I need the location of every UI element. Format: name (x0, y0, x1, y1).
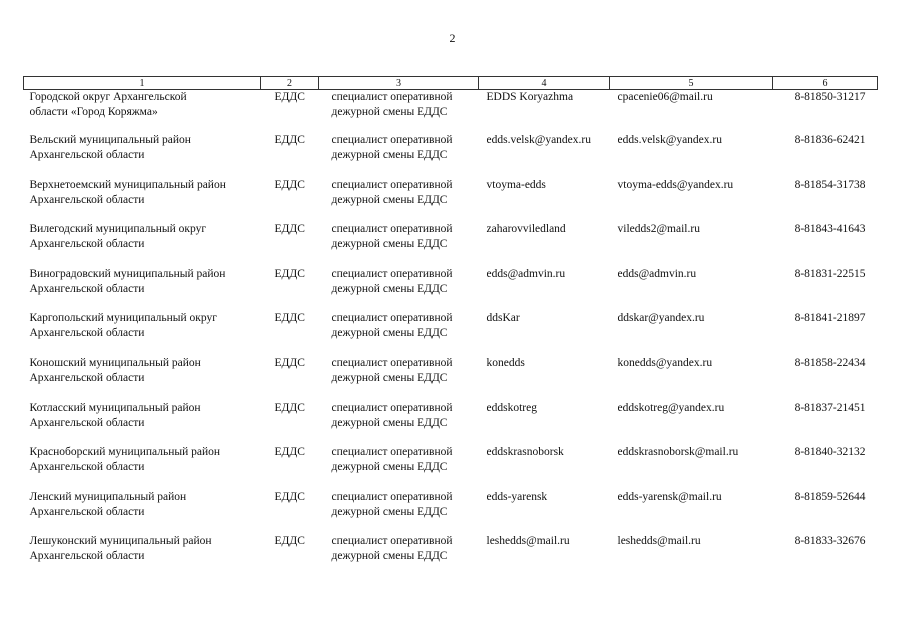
position-cell-text: специалист оперативной (331, 490, 453, 503)
login-cell (479, 267, 610, 312)
table-row (24, 311, 878, 356)
position-cell (319, 90, 479, 134)
service-type-cell (261, 222, 319, 267)
service-type-cell-text: ЕДДС (274, 267, 305, 280)
service-type-cell-text: ЕДДС (274, 178, 305, 191)
service-type-cell-text: ЕДДС (274, 356, 305, 369)
organization-cell-text: Архангельской области (29, 327, 145, 340)
login-cell (479, 401, 610, 446)
position-cell-text: дежурной смены ЕДДС (331, 149, 448, 161)
organization-cell-text: Лешуконский муниципальный район (29, 535, 212, 548)
position-cell-text: специалист оперативной (331, 446, 453, 459)
position-cell (319, 311, 479, 356)
column-number-3: 3 (319, 77, 479, 90)
organization-cell-text: Городской округ Архангельской (29, 91, 187, 103)
email-cell (610, 90, 773, 134)
phone-cell (773, 267, 878, 312)
position-cell (319, 133, 479, 178)
organization-cell-text: Виноградовский муниципальный район (29, 267, 226, 280)
phone-cell (773, 178, 878, 223)
organization-cell-text: Красноборский муниципальный район (29, 446, 221, 459)
position-cell-text: дежурной смены ЕДДС (331, 193, 448, 206)
email-cell-text: cpacenie06@mail.ru (617, 91, 713, 103)
service-type-cell (261, 356, 319, 401)
login-cell-text: edds.velsk@yandex.ru (486, 134, 591, 146)
service-type-cell (261, 178, 319, 223)
organization-cell-text: Архангельской области (29, 282, 145, 295)
organization-cell (24, 311, 261, 356)
organization-cell (24, 267, 261, 312)
position-cell (319, 534, 479, 579)
position-cell (319, 401, 479, 446)
organization-cell-text: Архангельской области (29, 505, 145, 518)
phone-cell-text: 8-81833-32676 (794, 535, 866, 548)
position-cell (319, 356, 479, 401)
table-row (24, 90, 878, 134)
email-cell-text: ddskar@yandex.ru (617, 312, 705, 325)
organization-cell (24, 356, 261, 401)
service-type-cell (261, 401, 319, 446)
organization-cell-text: Архангельской области (29, 550, 145, 563)
column-number-2: 2 (261, 77, 319, 90)
service-type-cell (261, 445, 319, 490)
phone-cell-text: 8-81850-31217 (794, 91, 866, 103)
phone-cell-text: 8-81837-21451 (794, 401, 866, 414)
email-cell-text: leshedds@mail.ru (617, 535, 701, 548)
position-cell-text: специалист оперативной (331, 267, 453, 280)
email-cell (610, 267, 773, 312)
position-cell-text: дежурной смены ЕДДС (331, 505, 448, 518)
organization-cell (24, 490, 261, 535)
service-type-cell-text: ЕДДС (274, 535, 305, 548)
table-row (24, 133, 878, 178)
organization-cell-text: Архангельской области (29, 193, 145, 206)
position-cell (319, 490, 479, 535)
position-cell-text: специалист оперативной (331, 223, 453, 236)
service-type-cell (261, 267, 319, 312)
phone-cell-text: 8-81831-22515 (794, 267, 866, 280)
table-header-row (24, 77, 878, 90)
organization-cell-text: Верхнетоемский муниципальный район (29, 178, 226, 191)
table-row (24, 356, 878, 401)
login-cell (479, 133, 610, 178)
login-cell (479, 311, 610, 356)
phone-cell (773, 90, 878, 134)
organization-cell (24, 133, 261, 178)
position-cell-text: специалист оперативной (331, 312, 453, 325)
service-type-cell-text: ЕДДС (274, 91, 305, 103)
login-cell (479, 490, 610, 535)
phone-cell (773, 445, 878, 490)
email-cell (610, 222, 773, 267)
organization-cell-text: Котласский муниципальный район (29, 401, 201, 414)
position-cell-text: специалист оперативной (331, 91, 453, 103)
position-cell (319, 267, 479, 312)
service-type-cell (261, 534, 319, 579)
service-type-cell-text: ЕДДС (274, 312, 305, 325)
table-body (24, 90, 878, 579)
service-type-cell-text: ЕДДС (274, 223, 305, 236)
position-cell-text: дежурной смены ЕДДС (331, 550, 448, 563)
email-cell (610, 178, 773, 223)
table-row (24, 222, 878, 267)
service-type-cell-text: ЕДДС (274, 490, 305, 503)
organization-cell (24, 534, 261, 579)
email-cell-text: edds-yarensk@mail.ru (617, 490, 722, 503)
email-cell-text: edds.velsk@yandex.ru (617, 134, 722, 146)
service-type-cell-text: ЕДДС (274, 401, 305, 414)
email-cell-text: viledds2@mail.ru (617, 223, 700, 236)
organization-cell-text: Архангельской области (29, 149, 145, 161)
login-cell (479, 356, 610, 401)
position-cell (319, 178, 479, 223)
login-cell-text: vtoyma-edds (486, 178, 546, 191)
table-row (24, 445, 878, 490)
login-cell-text: edds-yarensk (486, 490, 548, 503)
phone-cell-text: 8-81840-32132 (794, 446, 866, 459)
email-cell (610, 311, 773, 356)
login-cell (479, 178, 610, 223)
position-cell-text: дежурной смены ЕДДС (331, 371, 448, 384)
position-cell-text: дежурной смены ЕДДС (331, 282, 448, 295)
login-cell-text: leshedds@mail.ru (486, 535, 570, 548)
email-cell-text: vtoyma-edds@yandex.ru (617, 178, 734, 191)
service-type-cell-text: ЕДДС (274, 446, 305, 459)
login-cell-text: zaharovviledland (486, 223, 566, 236)
email-cell-text: eddskrasnoborsk@mail.ru (617, 446, 739, 459)
email-cell (610, 356, 773, 401)
organization-cell-text: Каргопольский муниципальный округ (29, 312, 217, 325)
login-cell-text: eddskotreg (486, 401, 537, 414)
position-cell-text: специалист оперативной (331, 134, 453, 146)
phone-cell (773, 401, 878, 446)
service-type-cell (261, 90, 319, 134)
table-row (24, 534, 878, 579)
organization-cell-text: Коношский муниципальный район (29, 356, 201, 369)
login-cell (479, 222, 610, 267)
organization-cell (24, 401, 261, 446)
login-cell-text: edds@admvin.ru (486, 267, 566, 280)
phone-cell-text: 8-81843-41643 (794, 223, 866, 236)
service-type-cell (261, 133, 319, 178)
position-cell (319, 445, 479, 490)
table-row (24, 401, 878, 446)
phone-cell-text: 8-81854-31738 (794, 178, 866, 191)
organization-cell-text: Архангельской области (29, 461, 145, 474)
phone-cell-text: 8-81859-52644 (794, 490, 866, 503)
column-number-4: 4 (479, 77, 610, 90)
position-cell-text: дежурной смены ЕДДС (331, 238, 448, 251)
organization-cell-text: Архангельской области (29, 371, 145, 384)
phone-cell (773, 356, 878, 401)
position-cell-text: дежурной смены ЕДДС (331, 461, 448, 474)
login-cell-text: konedds (486, 356, 525, 369)
table-row (24, 267, 878, 312)
phone-cell-text: 8-81858-22434 (794, 356, 866, 369)
phone-cell (773, 534, 878, 579)
position-cell (319, 222, 479, 267)
table-row (24, 490, 878, 535)
login-cell (479, 445, 610, 490)
service-type-cell (261, 311, 319, 356)
organization-cell-text: Архангельской области (29, 238, 145, 251)
position-cell-text: дежурной смены ЕДДС (331, 416, 448, 429)
phone-cell-text: 8-81841-21897 (794, 312, 866, 325)
phone-cell (773, 490, 878, 535)
organization-cell-text: Архангельской области (29, 416, 145, 429)
organization-cell (24, 178, 261, 223)
organization-cell (24, 222, 261, 267)
service-type-cell-text: ЕДДС (274, 134, 305, 146)
page-number: 2 (449, 31, 456, 45)
column-number-6: 6 (773, 77, 878, 90)
organization-cell-text: Вилегодский муниципальный округ (29, 223, 207, 236)
organization-cell-text: Ленский муниципальный район (29, 490, 187, 503)
email-cell (610, 490, 773, 535)
email-cell (610, 133, 773, 178)
login-cell-text: eddskrasnoborsk (486, 446, 564, 459)
position-cell-text: специалист оперативной (331, 401, 453, 414)
login-cell (479, 534, 610, 579)
email-cell-text: eddskotreg@yandex.ru (617, 401, 725, 414)
email-cell (610, 445, 773, 490)
organization-cell-text: Вельский муниципальный район (29, 134, 191, 146)
phone-cell-text: 8-81836-62421 (794, 134, 866, 146)
contacts-table (23, 76, 878, 579)
login-cell-text: ddsKar (486, 312, 520, 325)
position-cell-text: специалист оперативной (331, 178, 453, 191)
position-cell-text: дежурной смены ЕДДС (331, 106, 448, 118)
position-cell-text: специалист оперативной (331, 356, 453, 369)
service-type-cell (261, 490, 319, 535)
column-number-5: 5 (610, 77, 773, 90)
email-cell-text: konedds@yandex.ru (617, 356, 713, 369)
login-cell (479, 90, 610, 134)
organization-cell (24, 445, 261, 490)
phone-cell (773, 311, 878, 356)
login-cell-text: EDDS Koryazhma (486, 91, 574, 103)
email-cell (610, 401, 773, 446)
position-cell-text: специалист оперативной (331, 535, 453, 548)
table-row (24, 178, 878, 223)
email-cell (610, 534, 773, 579)
phone-cell (773, 133, 878, 178)
column-number-1: 1 (24, 77, 261, 90)
organization-cell-text: области «Город Коряжма» (29, 106, 158, 118)
organization-cell (24, 90, 261, 134)
email-cell-text: edds@admvin.ru (617, 267, 697, 280)
position-cell-text: дежурной смены ЕДДС (331, 327, 448, 340)
phone-cell (773, 222, 878, 267)
